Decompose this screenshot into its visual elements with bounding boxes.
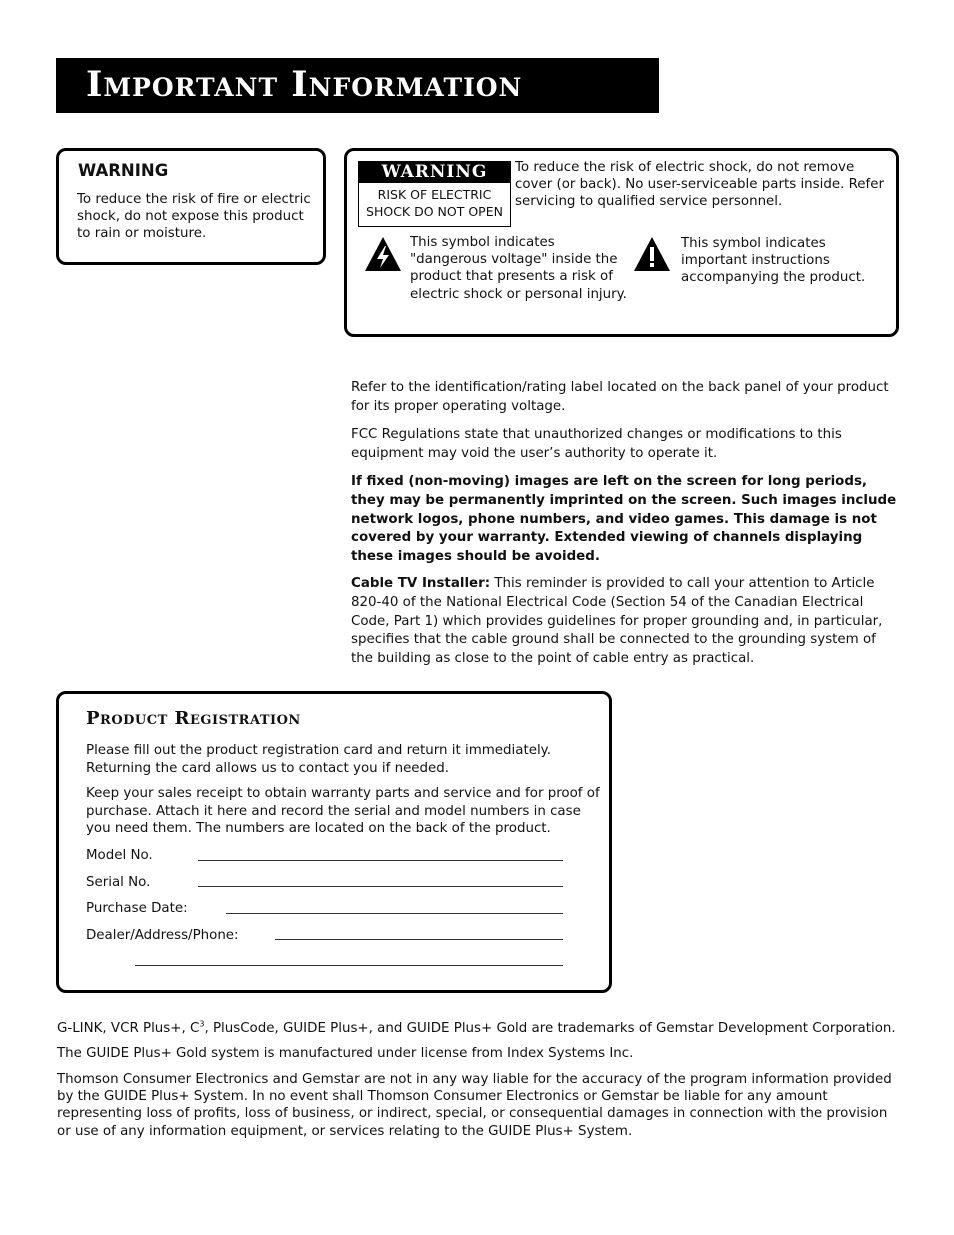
page-title: Important Information [86, 64, 523, 105]
registration-paragraph-2: Keep your sales receipt to obtain warranty parts and service and for proof of purchase. Attach it here and record the serial and model numbers in case you need them. The numbers are located on the back of the product. [86, 786, 600, 837]
important-instructions-text: This symbol indicates important instructions accompanying the product. [681, 236, 866, 286]
cable-installer-paragraph [351, 575, 899, 669]
purchase-date-field[interactable] [226, 913, 563, 914]
model-no-field[interactable] [198, 860, 563, 861]
warning-text: To reduce the risk of fire or electric shock, do not expose this product to rain or moisture. [77, 192, 311, 242]
cable-installer-text: This reminder is provided to call your attention to Article 820-40 of the National Electrical Code (Section 54 of the Canadian Electrical Code, Part 1) which provides guidelines for proper grounding and, in particular, specifies that the cable ground shall be connected to the grounding system of the building as close to the point of cable entry as practical. [351, 576, 883, 667]
trademarks-paragraph: G-LINK, VCR Plus+, $C^3$, PlusCode, GUIDE Plus+, and GUIDE Plus+ Gold are trademarks of Gemstar Development Corporation. [57, 1019, 896, 1036]
model-no-label: Model No. [86, 848, 153, 863]
dealer-field[interactable] [275, 939, 563, 940]
badge-line-1: RISK OF ELECTRIC [377, 187, 492, 202]
exclamation-triangle-icon [632, 235, 672, 275]
shock-warning-badge [358, 161, 511, 227]
license-paragraph: The GUIDE Plus+ Gold system is manufactured under license from Index Systems Inc. [57, 1046, 634, 1061]
liability-paragraph: Thomson Consumer Electronics and Gemstar are not in any way liable for the accuracy of the program information provided by the GUIDE Plus+ System. In no event shall Thomson Consumer Electronics or Gemstar be liable for any amount representing loss of profits, loss of business, or indirect, special, or consequential damages in connection with the provision or use of any information equipment, or services relating to the GUIDE Plus+ System. [57, 1072, 892, 1139]
title-bar [56, 58, 659, 113]
warning-box [56, 148, 326, 265]
lightning-triangle-icon [363, 235, 403, 275]
dangerous-voltage-text: This symbol indicates "dangerous voltage" inside the product that presents a risk of electric shock or personal injury. [410, 235, 627, 302]
dealer-label: Dealer/Address/Phone: [86, 928, 239, 943]
serial-no-field[interactable] [198, 886, 563, 887]
product-registration-box [56, 691, 612, 993]
dealer-field-line-2[interactable] [135, 965, 563, 966]
shock-warning-text: To reduce the risk of electric shock, do not remove cover (or back). No user-serviceable parts inside. Refer servicing to qualified service personnel. [515, 160, 884, 210]
cable-installer-label: Cable TV Installer: [351, 576, 491, 591]
fcc-paragraph: FCC Regulations state that unauthorized changes or modifications to this equipment may void the user’s authority to operate it. [351, 427, 842, 461]
serial-no-label: Serial No. [86, 875, 151, 890]
badge-heading: WARNING [359, 162, 510, 183]
badge-line-2: SHOCK DO NOT OPEN [366, 204, 503, 219]
registration-paragraph-1: Please fill out the product registration card and return it immediately. Returning the card allows us to contact you if needed. [86, 743, 551, 776]
fixed-images-paragraph: If fixed (non-moving) images are left on the screen for long periods, they may be permanently imprinted on the screen. Such images include network logos, phone numbers, and video games. This damage is not covered by your warranty. Extended viewing of channels displaying these images should be avoided. [351, 474, 897, 565]
purchase-date-label: Purchase Date: [86, 901, 188, 916]
rating-label-paragraph: Refer to the identification/rating label located on the back panel of your product for its proper operating voltage. [351, 380, 889, 414]
registration-heading: Product Registration [86, 708, 301, 729]
warning-heading: WARNING [78, 161, 169, 180]
